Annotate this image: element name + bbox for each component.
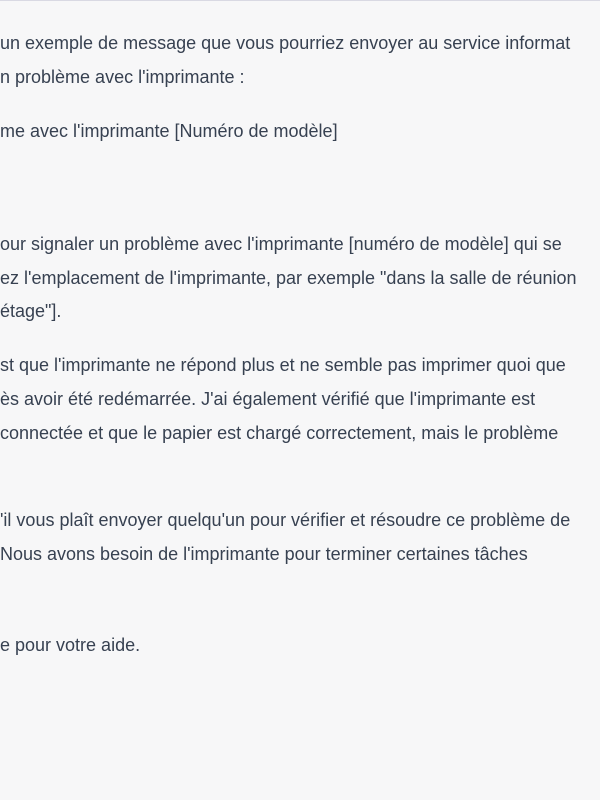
message-line: un exemple de message que vous pourriez envoyer au service informat xyxy=(0,33,571,53)
message-line: ès avoir été redémarrée. J'ai également vérifié que l'imprimante est xyxy=(0,389,536,409)
message-line: 'il vous plaît envoyer quelqu'un pour vérifier et résoudre ce problème de xyxy=(0,510,571,530)
message-line: ez l'emplacement de l'imprimante, par exemple "dans la salle de réunion xyxy=(0,268,577,288)
message-subject-line: me avec l'imprimante [Numéro de modèle] xyxy=(0,121,338,141)
message-line: our signaler un problème avec l'imprimante [numéro de modèle] qui se xyxy=(0,234,562,254)
message-line: connectée et que le papier est chargé correctement, mais le problème xyxy=(0,423,559,443)
message-closing-line: e pour votre aide. xyxy=(0,635,141,655)
message-line: Nous avons besoin de l'imprimante pour terminer certaines tâches xyxy=(0,544,528,564)
message-line: st que l'imprimante ne répond plus et ne semble pas imprimer quoi que xyxy=(0,355,566,375)
message-line: étage"]. xyxy=(0,301,62,321)
message-line: n problème avec l'imprimante : xyxy=(0,67,245,87)
